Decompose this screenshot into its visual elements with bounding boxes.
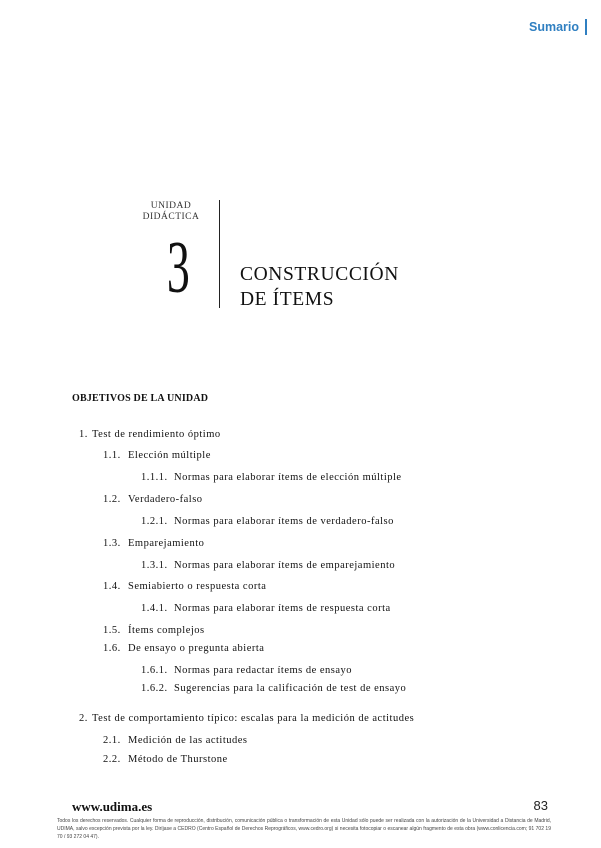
toc-number: 2.1.: [103, 735, 121, 746]
unit-label-line1: UNIDAD: [150, 201, 192, 211]
unit-title-line2: DE ÍTEMS: [240, 289, 335, 310]
unit-label-line2: DIDÁCTICA: [142, 212, 200, 222]
toc-item[interactable]: [103, 625, 205, 636]
toc-item[interactable]: [141, 516, 394, 527]
toc-text: Medición de las actitudes: [128, 735, 248, 746]
unit-title-line1: CONSTRUCCIÓN: [240, 264, 399, 285]
footer-website-link[interactable]: www.udima.es: [72, 799, 153, 814]
toc-item[interactable]: [103, 643, 264, 654]
toc-text: Elección múltiple: [128, 450, 211, 461]
objectives-heading: OBJETIVOS DE LA UNIDAD: [72, 393, 209, 404]
toc-text: Emparejamiento: [128, 538, 205, 549]
toc-text: Test de rendimiento óptimo: [92, 429, 221, 440]
sumario-divider: [585, 19, 587, 35]
toc-number: 1.5.: [103, 625, 121, 636]
unit-divider: [219, 200, 220, 308]
sumario-link[interactable]: [529, 19, 587, 35]
toc-number: 1.: [79, 429, 88, 440]
toc-item[interactable]: [141, 683, 406, 694]
toc-item[interactable]: [103, 538, 204, 549]
toc-number: 2.: [79, 713, 88, 724]
toc-item[interactable]: [103, 450, 211, 461]
toc-number: 1.3.: [103, 538, 121, 549]
toc-number: 1.3.1.: [141, 560, 168, 571]
toc-number: 1.2.: [103, 494, 121, 505]
toc-number: 1.4.: [103, 581, 121, 592]
toc-item[interactable]: [103, 754, 228, 765]
sumario-label[interactable]: Sumario: [528, 20, 579, 34]
toc-text: Verdadero-falso: [128, 494, 203, 505]
toc-text: Normas para redactar ítems de ensayo: [174, 665, 353, 676]
toc-number: 1.2.1.: [141, 516, 168, 527]
toc-number: 1.6.1.: [141, 665, 168, 676]
unit-label: [136, 201, 206, 223]
toc-item[interactable]: [141, 560, 395, 571]
toc-item[interactable]: [79, 429, 221, 440]
toc-number: 1.6.2.: [141, 683, 168, 694]
unit-number: 3: [166, 227, 190, 309]
toc-text: Test de comportamiento típico: escalas para la medición de actitudes: [92, 713, 415, 724]
toc-item[interactable]: [141, 472, 402, 483]
toc-item[interactable]: [103, 494, 203, 505]
toc-text: Semiabierto o respuesta corta: [128, 581, 267, 592]
copyright-notice: Todos los derechos reservados. Cualquier forma de reproducción, distribución, comunicación pública o transformación de esta Unidad sólo puede ser realizada con la autorización de la Universidad a Distancia de Madrid, UDIMA, salvo excepción prevista por la ley. Diríjase a CEDRO (Centro Español de Derechos Reprográficos, www.cedro.org) si necesita fotocopiar o escanear algún fragmento de esta obra (www.conlicencia.com; 91 702 19 70 / 93 272 04 47).: [57, 818, 551, 840]
toc-text: Normas para elaborar ítems de respuesta corta: [174, 603, 391, 614]
page-number: 83: [533, 798, 548, 813]
toc-text: De ensayo o pregunta abierta: [128, 643, 265, 654]
toc-text: Sugerencias para la calificación de test de ensayo: [174, 683, 407, 694]
toc-number: 2.2.: [103, 754, 121, 765]
toc-number: 1.4.1.: [141, 603, 168, 614]
toc-item[interactable]: [103, 581, 266, 592]
toc-text: Ítems complejos: [128, 625, 205, 636]
toc-number: 1.1.: [103, 450, 121, 461]
toc-item[interactable]: [79, 713, 414, 724]
unit-title: [240, 262, 399, 312]
toc-item[interactable]: [103, 735, 248, 746]
toc-text: Normas para elaborar ítems de emparejamiento: [174, 560, 396, 571]
toc-number: 1.1.1.: [141, 472, 168, 483]
toc-item[interactable]: [141, 603, 391, 614]
toc-number: 1.6.: [103, 643, 121, 654]
toc-item[interactable]: [141, 665, 352, 676]
toc-text: Normas para elaborar ítems de elección múltiple: [174, 472, 402, 483]
toc-text: Normas para elaborar ítems de verdadero-falso: [174, 516, 394, 527]
toc-text: Método de Thurstone: [128, 754, 228, 765]
